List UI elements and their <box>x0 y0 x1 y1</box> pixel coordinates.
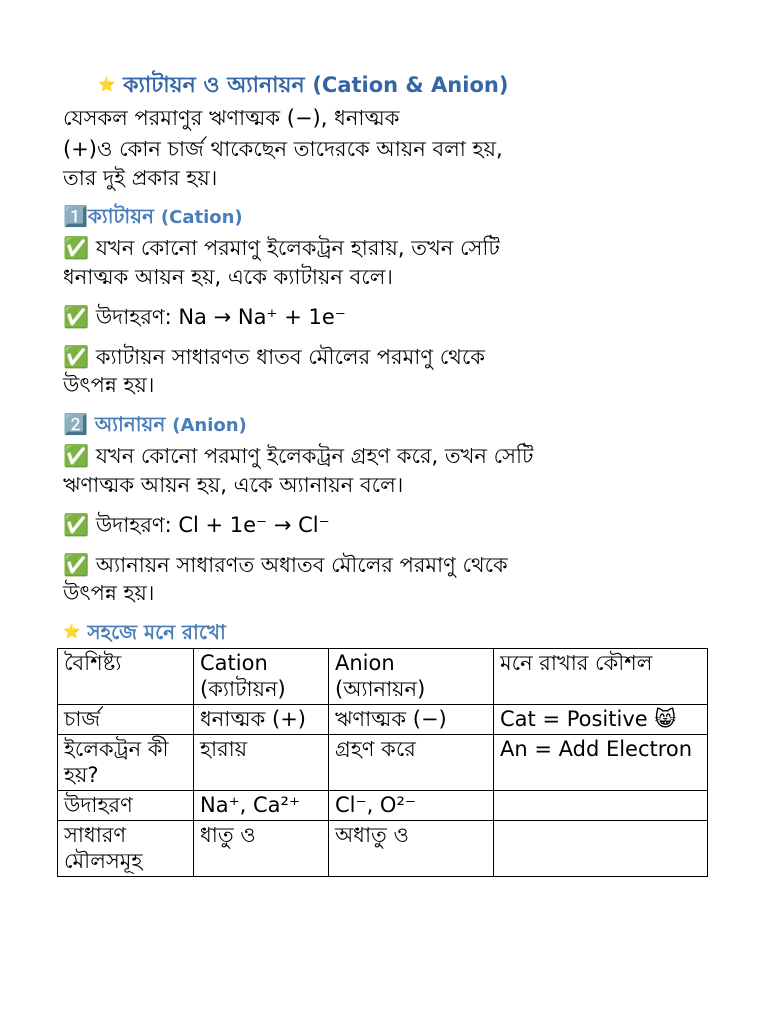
cation-heading-bangla: ক্যাটায়ন <box>87 204 154 228</box>
header-cation-cell: Cation (ক্যাটায়ন) <box>194 649 329 705</box>
feature-cell: চার্জ <box>58 705 194 735</box>
anion-definition-line-1: ✅ যখন কোনো পরমাণু ইলেকট্রন গ্রহণ করে, তখন সেটি <box>63 444 534 468</box>
title-english: (Cation & Anion) <box>312 73 509 97</box>
cation-heading <box>63 203 243 231</box>
header-anion-cell: Anion (অ্যানায়ন) <box>329 649 494 705</box>
number-two-icon: 2️⃣ <box>63 412 88 436</box>
anion-heading-english: (Anion) <box>172 415 247 436</box>
cation-cell: ধাতু ও <box>194 821 329 877</box>
star-icon: ⭐ <box>98 77 116 93</box>
cation-definition-line-1: ✅ যখন কোনো পরমাণু ইলেকট্রন হারায়, তখন সেটি <box>63 236 500 260</box>
header-mnemonic-cell: মনে রাখার কৌশল <box>494 649 708 705</box>
table-row <box>58 821 708 877</box>
table-row <box>58 705 708 735</box>
anion-cell: ঋণাত্মক (−) <box>329 705 494 735</box>
intro-line-2: (+)ও কোন চার্জ থাকেছেন তাদেরকে আয়ন বলা হয়, <box>63 137 503 161</box>
anion-cell: গ্রহণ করে <box>329 735 494 791</box>
cation-note-line-2: উৎপন্ন হয়। <box>63 373 155 397</box>
cation-heading-english: (Cation) <box>160 207 243 228</box>
table-heading <box>63 619 226 645</box>
cation-cell: হারায় <box>194 735 329 791</box>
number-one-icon: 1️⃣ <box>63 204 88 228</box>
cation-note-line-1: ✅ ক্যাটায়ন সাধারণত ধাতব মৌলের পরমাণু থেকে <box>63 345 485 369</box>
header-feature-cell: বৈশিষ্ট্য <box>58 649 194 705</box>
intro-line-1: যেসকল পরমাণুর ঋণাত্মক (−), ধনাত্মক <box>63 106 400 130</box>
table-row <box>58 791 708 821</box>
cation-definition-line-2: ধনাত্মক আয়ন হয়, একে ক্যাটায়ন বলে। <box>63 265 393 289</box>
cation-cell: Na⁺, Ca²⁺ <box>194 791 329 821</box>
mnemonic-cell: An = Add Electron <box>494 735 708 791</box>
mnemonic-cell <box>494 821 708 877</box>
comparison-table <box>57 648 708 877</box>
cation-example: ✅ উদাহরণ: Na → Na⁺ + 1e⁻ <box>63 305 346 329</box>
feature-cell: সাধারণ মৌলসমূহ <box>58 821 194 877</box>
anion-note-line-2: উৎপন্ন হয়। <box>63 581 155 605</box>
table-row <box>58 735 708 791</box>
table-header-row <box>58 649 708 705</box>
title-bangla: ক্যাটায়ন ও অ্যানায়ন <box>123 73 305 98</box>
feature-cell: ইলেকট্রন কী হয়? <box>58 735 194 791</box>
intro-line-3: তার দুই প্রকার হয়। <box>63 166 218 190</box>
anion-cell: অধাতু ও <box>329 821 494 877</box>
table-heading-text: সহজে মনে রাখো <box>87 620 226 644</box>
anion-cell: Cl⁻, O²⁻ <box>329 791 494 821</box>
anion-definition-line-2: ঋণাত্মক আয়ন হয়, একে অ্যানায়ন বলে। <box>63 473 404 497</box>
cation-cell: ধনাত্মক (+) <box>194 705 329 735</box>
anion-note-line-1: ✅ অ্যানায়ন সাধারণত অধাতব মৌলের পরমাণু থেকে <box>63 553 508 577</box>
anion-heading-bangla: অ্যানায়ন <box>94 412 166 436</box>
document-title <box>98 72 508 99</box>
anion-heading <box>63 411 247 439</box>
star-icon: ⭐ <box>63 624 81 640</box>
anion-example: ✅ উদাহরণ: Cl + 1e⁻ → Cl⁻ <box>63 513 330 537</box>
mnemonic-cell: Cat = Positive 😸 <box>494 705 708 735</box>
feature-cell: উদাহরণ <box>58 791 194 821</box>
mnemonic-cell <box>494 791 708 821</box>
